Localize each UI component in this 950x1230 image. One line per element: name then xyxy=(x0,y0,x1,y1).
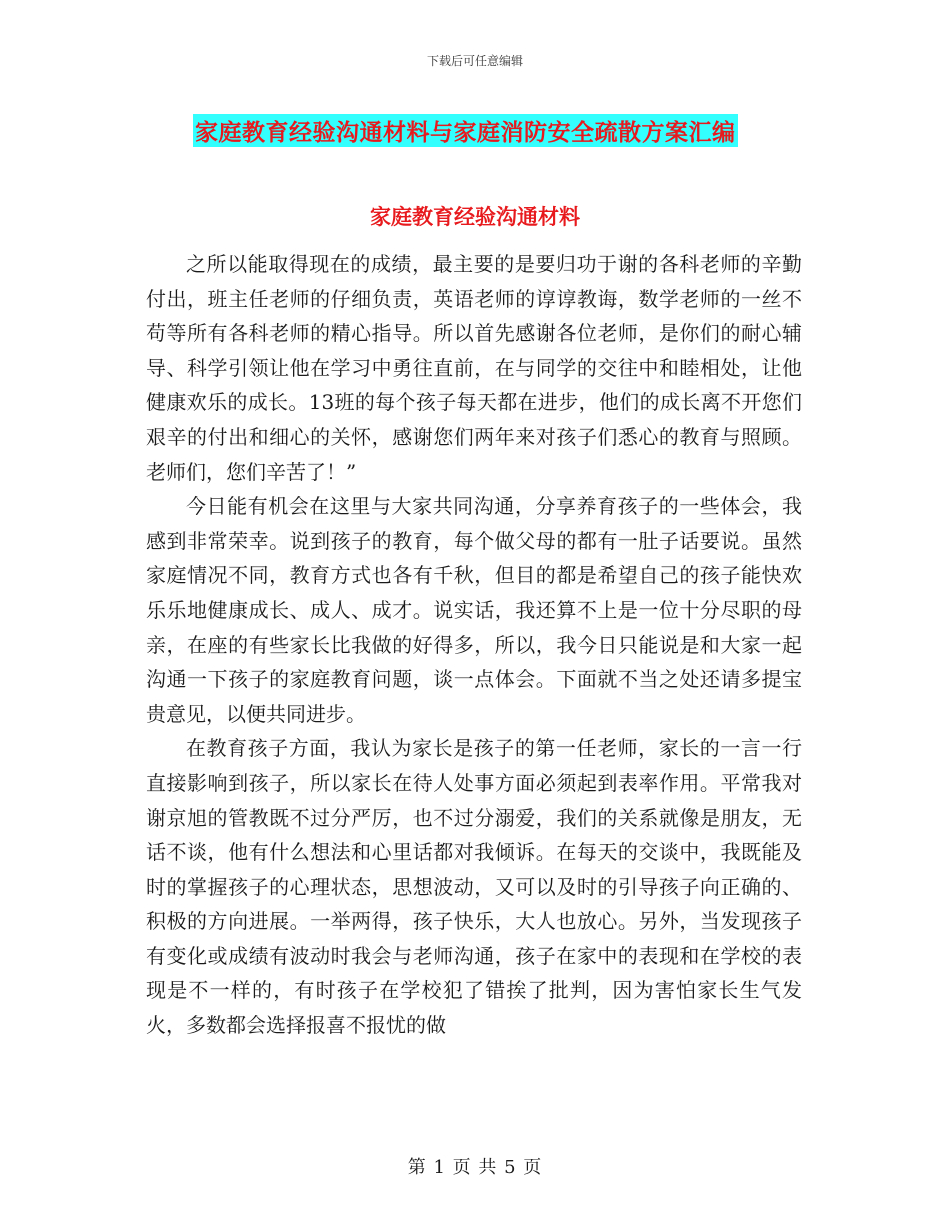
header-note: 下载后可任意编辑 xyxy=(426,54,523,68)
page-number-footer: 第 1 页 共 5 页 xyxy=(407,1157,543,1178)
body-text xyxy=(146,247,802,1043)
paragraph-2: 今日能有机会在这里与大家共同沟通，分享养育孩子的一些体会，我感到非常荣幸。说到孩子的教育，每个做父母的都有一肚子话要说。虽然家庭情况不同，教育方式也各有千秋，但目的都是希望自己的孩子能快欢乐乐地健康成长、成人、成才。说实话，我还算不上是一位十分尽职的母亲，在座的有些家长比我做的好得多，所以，我今日只能说是和大家一起沟通一下孩子的家庭教育问题，谈一点体会。下面就不当之处还请多提宝贵意见，以便共同进步。 xyxy=(146,494,802,726)
document-title: 家庭教育经验沟通材料与家庭消防安全疏散方案汇编 xyxy=(195,119,736,146)
paragraph-3: 在教育孩子方面，我认为家长是孩子的第一任老师，家长的一言一行直接影响到孩子，所以家长在待人处事方面必须起到表率作用。平常我对谢京旭的管教既不过分严厉，也不过分溺爱，我们的关系就像是朋友，无话不谈，他有什么想法和心里话都对我倾诉。在每天的交谈中，我既能及时的掌握孩子的心理状态，思想波动，又可以及时的引导孩子向正确的、积极的方向进展。一举两得，孩子快乐，大人也放心。另外，当发现孩子有变化或成绩有波动时我会与老师沟通，孩子在家中的表现和在学校的表现是不一样的，有时孩子在学校犯了错挨了批判，因为害怕家长生气发火，多数都会选择报喜不报忧的做 xyxy=(146,736,802,1038)
paragraph-1: 之所以能取得现在的成绩，最主要的是要归功于谢的各科老师的辛勤付出，班主任老师的仔细负责，英语老师的谆谆教诲，数学老师的一丝不苟等所有各科老师的精心指导。所以首先感谢各位老师，是你们的耐心辅导、科学引领让他在学习中勇往直前，在与同学的交往中和睦相处，让他健康欢乐的成长。13班的每个孩子每天都在进步，他们的成长离不开您们艰辛的付出和细心的关怀，感谢您们两年来对孩子们悉心的教育与照顾。老师们，您们辛苦了！” xyxy=(146,252,802,484)
section-title: 家庭教育经验沟通材料 xyxy=(370,204,580,229)
title-highlight xyxy=(193,114,738,147)
